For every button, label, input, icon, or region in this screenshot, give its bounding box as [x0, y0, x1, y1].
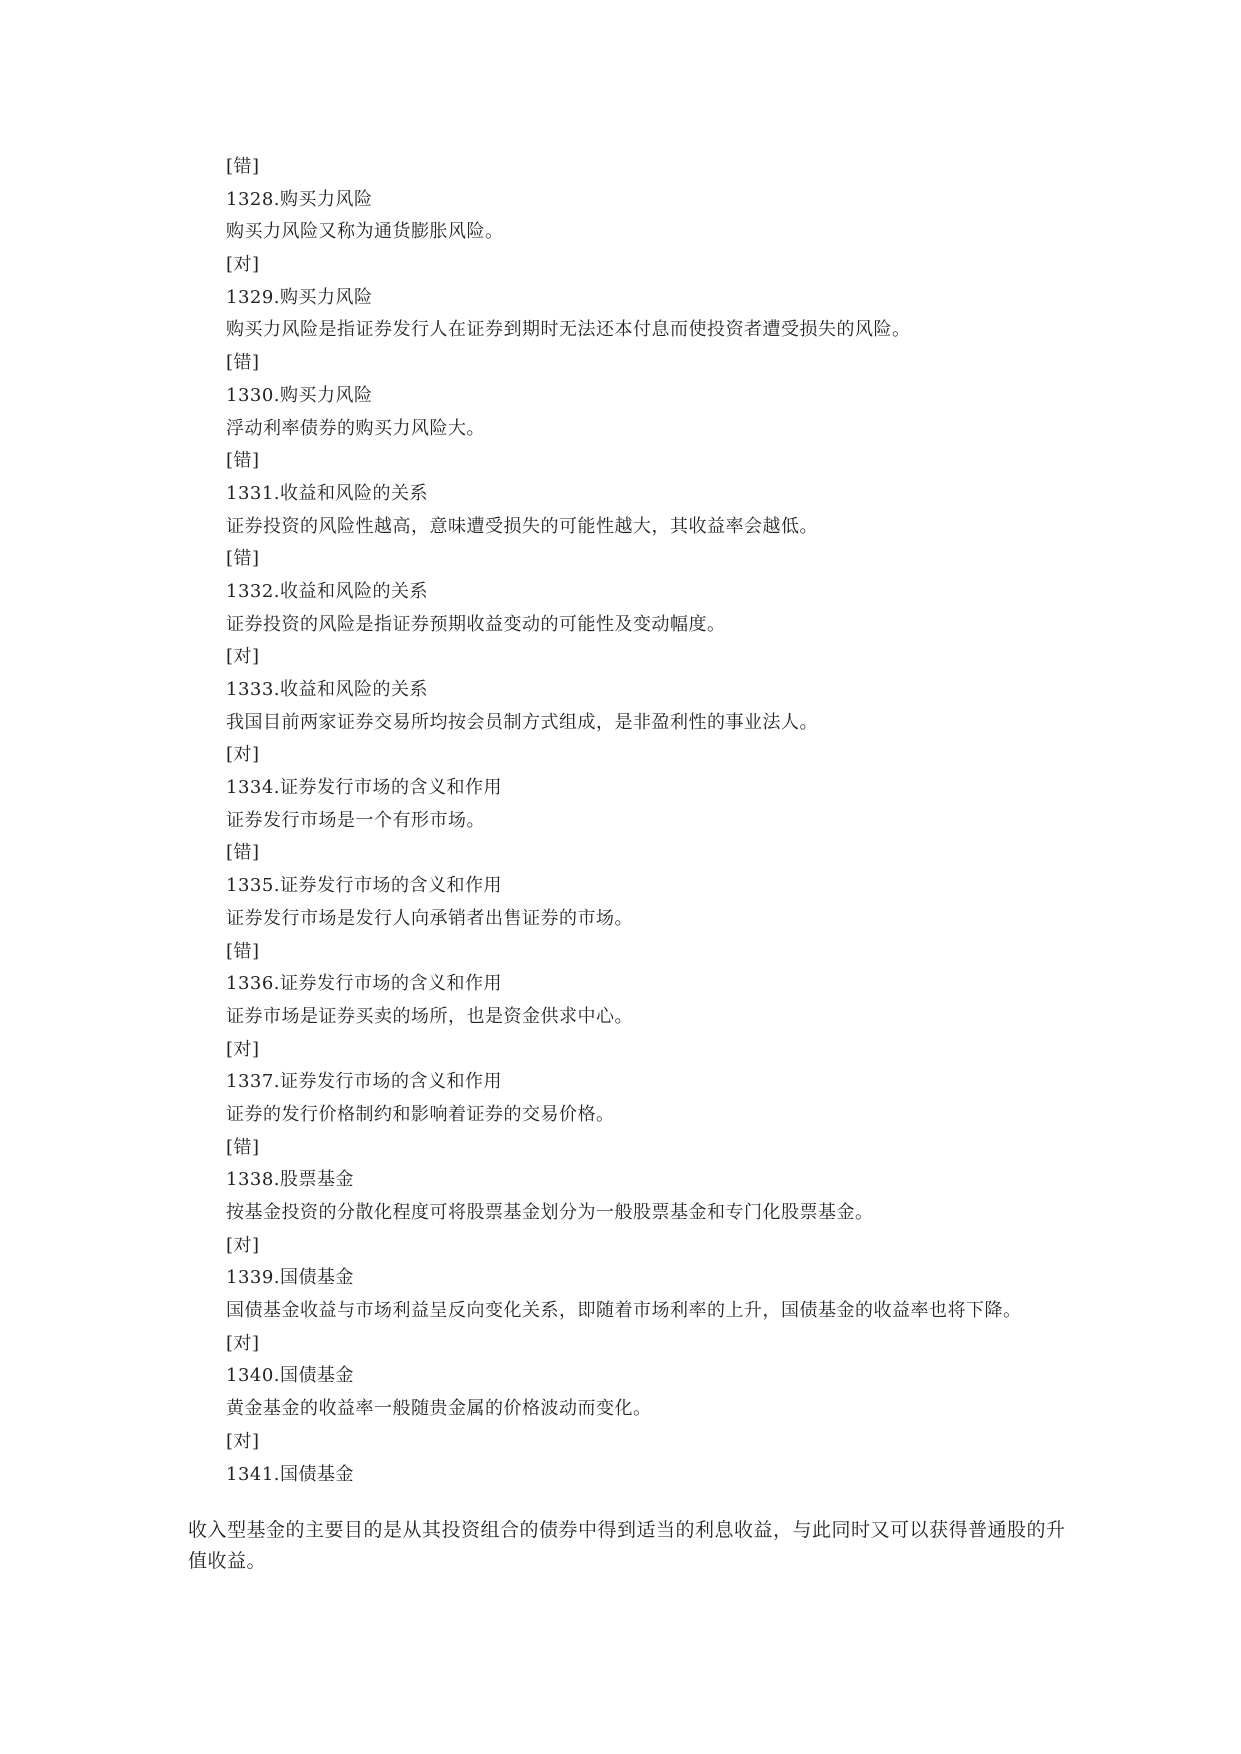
- question-heading: 1331.收益和风险的关系: [226, 482, 429, 504]
- question-heading: 1339.国债基金: [226, 1267, 355, 1289]
- answer-line: [错]: [226, 548, 260, 570]
- question-text: 购买力风险又称为通货膨胀风险。: [226, 221, 504, 243]
- question-text: 黄金基金的收益率一般随贵金属的价格波动而变化。: [226, 1398, 652, 1420]
- question-text: 我国目前两家证券交易所均按会员制方式组成，是非盈利性的事业法人。: [226, 711, 818, 733]
- question-heading: 1336.证券发行市场的含义和作用: [226, 973, 503, 995]
- question-heading: 1332.收益和风险的关系: [226, 580, 429, 602]
- answer-line: [对]: [226, 1234, 260, 1256]
- answer-line: [错]: [226, 352, 260, 374]
- question-text: 证券投资的风险性越高，意味遭受损失的可能性越大，其收益率会越低。: [226, 515, 818, 537]
- question-text: 证券市场是证券买卖的场所，也是资金供求中心。: [226, 1005, 633, 1027]
- answer-line: [错]: [226, 940, 260, 962]
- answer-line: [错]: [226, 1136, 260, 1158]
- question-heading: 1333.收益和风险的关系: [226, 679, 429, 700]
- question-heading: 1335.证券发行市场的含义和作用: [226, 875, 503, 897]
- question-text: 按基金投资的分散化程度可将股票基金划分为一般股票基金和专门化股票基金。: [226, 1202, 874, 1223]
- question-text: 证券的发行价格制约和影响着证券的交易价格。: [226, 1103, 615, 1125]
- answer-line: [对]: [226, 1332, 260, 1354]
- answer-line: [对]: [226, 1038, 260, 1060]
- question-heading: 1328.购买力风险: [226, 188, 373, 210]
- answer-line: [对]: [226, 646, 260, 668]
- answer-line: [对]: [226, 744, 260, 766]
- question-text: 购买力风险是指证券发行人在证券到期时无法还本付息而使投资者遭受损失的风险。: [226, 319, 911, 341]
- question-heading: 1338.股票基金: [226, 1169, 355, 1191]
- answer-line: [错]: [226, 156, 260, 177]
- answer-line: [对]: [226, 254, 260, 276]
- question-heading: 1329.购买力风险: [226, 286, 373, 308]
- question-heading: 1337.证券发行市场的含义和作用: [226, 1071, 503, 1093]
- question-text: 国债基金收益与市场利益呈反向变化关系，即随着市场利率的上升，国债基金的收益率也将下降。: [226, 1300, 1022, 1322]
- answer-line: [错]: [226, 450, 260, 472]
- answer-line: [对]: [226, 1430, 260, 1452]
- trailing-paragraph: 收入型基金的主要目的是从其投资组合的债券中得到适当的利息收益，与此同时又可以获得普通股的升值收益。: [188, 1519, 1066, 1572]
- question-text: 证券发行市场是一个有形市场。: [226, 809, 485, 831]
- question-list: [226, 151, 1126, 1491]
- question-text: 证券投资的风险是指证券预期收益变动的可能性及变动幅度。: [226, 613, 726, 635]
- answer-line: [错]: [226, 842, 260, 864]
- question-text: 浮动利率债券的购买力风险大。: [226, 417, 485, 439]
- question-heading: 1334.证券发行市场的含义和作用: [226, 777, 503, 799]
- question-text: 证券发行市场是发行人向承销者出售证券的市场。: [226, 907, 633, 929]
- question-heading: 1341.国债基金: [226, 1463, 355, 1485]
- question-heading: 1340.国债基金: [226, 1365, 355, 1387]
- question-heading: 1330.购买力风险: [226, 384, 373, 406]
